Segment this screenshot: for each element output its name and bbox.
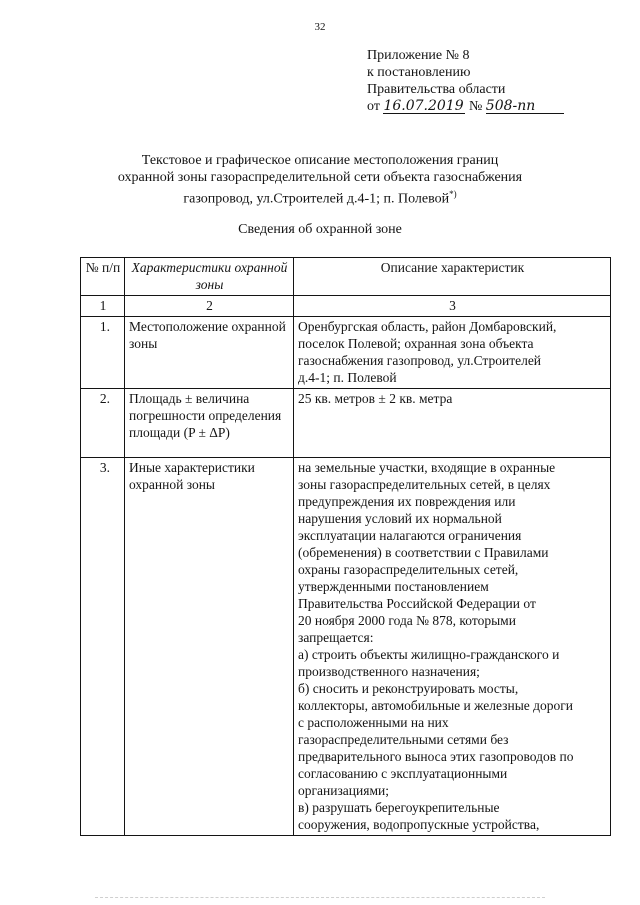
column-number-3: 3 — [294, 296, 611, 317]
row-characteristic: Иные характеристики охранной зоны — [125, 458, 294, 836]
description-line: с расположенными на них — [298, 715, 449, 730]
row-number — [81, 317, 125, 389]
description-line: нарушения условий их нормальной — [298, 511, 502, 526]
page-number: 32 — [314, 21, 326, 33]
title-line-3-text: газопровод, ул.Строителей д.4-1; п. Полевой — [183, 191, 450, 207]
header-description: Описание характеристик — [294, 258, 611, 296]
table-row — [81, 389, 611, 458]
row-description — [294, 317, 611, 389]
handwritten-number: 508-пп — [486, 99, 564, 114]
row-number-text: 3. — [99, 460, 110, 475]
description-line: в) разрушать берегоукрепительные — [298, 800, 500, 815]
appendix-line-1: Приложение № 8 — [367, 48, 470, 63]
description-line: на земельные участки, входящие в охранные — [298, 460, 556, 475]
description-line: производственного назначения; — [298, 664, 480, 679]
from-label: от — [367, 99, 380, 114]
description-line: газоснабжения газопровод, ул.Строителей — [298, 353, 542, 368]
description-line: д.4-1; п. Полевой — [298, 370, 397, 385]
appendix-date-line — [367, 98, 627, 115]
row-description — [294, 389, 611, 458]
table-row — [81, 317, 611, 389]
row-number-text: 2. — [99, 391, 110, 406]
number-label: № — [468, 99, 483, 114]
protection-zone-table — [80, 257, 611, 836]
description-line: Оренбургская область, район Домбаровский, — [298, 319, 557, 334]
description-line: 25 кв. метров ± 2 кв. метра — [298, 391, 453, 406]
row-characteristic: Местоположение охранной зоны — [125, 317, 294, 389]
header-characteristics: Характеристики охранной зоны — [125, 258, 294, 296]
row-number — [81, 458, 125, 836]
description-line: эксплуатации налагаются ограничения — [298, 528, 522, 543]
title-line-2: охранной зоны газораспределительной сети объекта газоснабжения — [117, 170, 523, 185]
column-number-1: 1 — [81, 296, 125, 317]
description-line: предварительного выноса этих газопроводов по — [298, 749, 574, 764]
table-row — [81, 458, 611, 836]
header-num — [81, 258, 125, 296]
handwritten-date: 16.07.2019 — [383, 98, 464, 114]
description-line: а) строить объекты жилищно-гражданского и — [298, 647, 560, 662]
row-number — [81, 389, 125, 458]
appendix-line-3: Правительства области — [367, 82, 506, 97]
description-line: газораспределительными сетями без — [298, 732, 509, 747]
header-num-text: № п/п — [85, 260, 121, 275]
description-line: 20 ноября 2000 года № 878, которыми — [298, 613, 516, 628]
column-number-2: 2 — [125, 296, 294, 317]
description-line: согласованию с эксплуатационными — [298, 766, 508, 781]
document-title — [60, 152, 580, 208]
description-line: предупреждения их повреждения или — [298, 494, 516, 509]
description-line: (обременения) в соответствии с Правилами — [298, 545, 549, 560]
description-line: б) сносить и реконструировать мосты, — [298, 681, 519, 696]
description-line: коллекторы, автомобильные и железные дороги — [298, 698, 574, 713]
scan-edge-artifact — [95, 897, 545, 904]
table-header-row — [81, 258, 611, 296]
appendix-block — [367, 47, 627, 115]
description-line: поселок Полевой; охранная зона объекта — [298, 336, 534, 351]
description-line: сооружения, водопропускные устройства, — [298, 817, 540, 832]
footnote-mark: *) — [449, 189, 457, 199]
description-line: организациями; — [298, 783, 389, 798]
title-line-1: Текстовое и графическое описание местоположения границ — [141, 153, 499, 168]
row-description — [294, 458, 611, 836]
description-line: запрещается: — [298, 630, 374, 645]
description-line: зоны газораспределительных сетей, в целях — [298, 477, 551, 492]
description-line: охраны газораспределительных сетей, — [298, 562, 519, 577]
title-line-3 — [60, 186, 580, 208]
description-line: утвержденными постановлением — [298, 579, 489, 594]
column-number-row — [81, 296, 611, 317]
section-heading: Сведения об охранной зоне — [238, 222, 402, 237]
row-characteristic: Площадь ± величина погрешности определения площади (P ± ΔP) — [125, 389, 294, 458]
row-number-text: 1. — [99, 319, 110, 334]
appendix-line-2: к постановлению — [367, 65, 471, 80]
description-line: Правительства Российской Федерации от — [298, 596, 536, 611]
